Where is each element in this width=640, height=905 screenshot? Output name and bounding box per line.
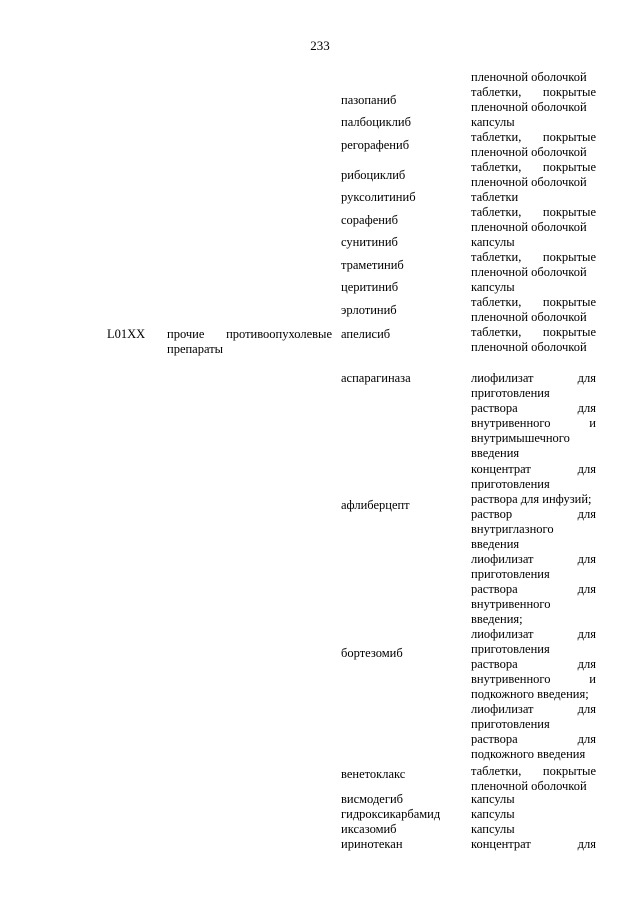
dosage-form-line: приготовления — [471, 567, 550, 581]
drug-name: палбоциклиб — [341, 115, 411, 129]
dosage-form — [471, 160, 596, 190]
dosage-form — [471, 764, 596, 794]
dosage-form-line: пленочной оболочкой — [471, 70, 587, 84]
dosage-form-line: пленочной оболочкой — [471, 220, 587, 234]
drug-name: сорафениб — [341, 213, 398, 227]
dosage-form-line: капсулы — [471, 280, 515, 294]
dosage-form-line: раствор для — [471, 507, 596, 521]
dosage-form-line: приготовления — [471, 717, 550, 731]
dosage-form-line: таблетки, покрытые — [471, 205, 596, 219]
drug-name: церитиниб — [341, 280, 399, 294]
dosage-form — [471, 552, 596, 762]
dosage-form — [471, 462, 596, 552]
drug-name: эрлотиниб — [341, 303, 397, 317]
dosage-form-line: приготовления — [471, 642, 550, 656]
dosage-form — [471, 792, 596, 807]
dosage-form — [471, 235, 596, 250]
dosage-form-line: капсулы — [471, 235, 515, 249]
dosage-form-line: пленочной оболочкой — [471, 175, 587, 189]
dosage-form-line: капсулы — [471, 807, 515, 821]
dosage-form-line: раствора для — [471, 732, 596, 746]
dosage-form-line: таблетки, покрытые — [471, 764, 596, 778]
drug-name: афлиберцепт — [341, 498, 410, 512]
dosage-form-line: внутриглазного — [471, 522, 554, 536]
dosage-form-line: капсулы — [471, 115, 515, 129]
drug-name: руксолитиниб — [341, 190, 416, 204]
dosage-form-line: таблетки, покрытые — [471, 130, 596, 144]
dosage-form — [471, 280, 596, 295]
dosage-form — [471, 85, 596, 115]
dosage-form-line: внутривенного — [471, 597, 551, 611]
dosage-form — [471, 295, 596, 325]
dosage-form — [471, 205, 596, 235]
dosage-form — [471, 325, 596, 355]
atc-group-code: L01XX — [107, 327, 146, 341]
dosage-form — [471, 371, 596, 461]
drug-name: бортезомиб — [341, 646, 403, 660]
dosage-form — [471, 115, 596, 130]
dosage-form — [471, 822, 596, 837]
dosage-form-line: капсулы — [471, 792, 515, 806]
drug-name: венетоклакс — [341, 767, 406, 781]
dosage-form-line: таблетки — [471, 190, 519, 204]
dosage-form-line: введения — [471, 446, 520, 460]
drug-name: траметиниб — [341, 258, 404, 272]
dosage-form-line: концентрат для — [471, 837, 596, 851]
drug-name: иксазомиб — [341, 822, 397, 836]
dosage-form-line: таблетки, покрытые — [471, 85, 596, 99]
dosage-form — [471, 130, 596, 160]
dosage-form-line: внутримышечного — [471, 431, 570, 445]
dosage-form — [471, 250, 596, 280]
drug-name: апелисиб — [341, 327, 391, 341]
drug-name: висмодегиб — [341, 792, 404, 806]
dosage-form-line: раствора для инфузий; — [471, 492, 592, 506]
dosage-form-line: раствора для — [471, 582, 596, 596]
dosage-form — [471, 70, 596, 85]
dosage-form-line: пленочной оболочкой — [471, 265, 587, 279]
drug-name: гидроксикарбамид — [341, 807, 441, 821]
atc-group-name-line1: прочие противоопухолевые — [167, 327, 332, 341]
dosage-form-line: таблетки, покрытые — [471, 160, 596, 174]
dosage-form-line: введения — [471, 537, 520, 551]
dosage-form — [471, 837, 596, 852]
dosage-form-line: лиофилизат для — [471, 627, 596, 641]
dosage-form-line: подкожного введения — [471, 747, 586, 761]
dosage-form-line: введения; — [471, 612, 523, 626]
dosage-form-line: внутривенного и — [471, 672, 596, 686]
dosage-form-line: подкожного введения; — [471, 687, 589, 701]
drug-name: пазопаниб — [341, 93, 397, 107]
dosage-form-line: лиофилизат для — [471, 702, 596, 716]
page-number: 233 — [310, 38, 330, 53]
drug-name: регорафениб — [341, 138, 410, 152]
drug-name: иринотекан — [341, 837, 403, 851]
dosage-form-line: раствора для — [471, 657, 596, 671]
dosage-form-line: внутривенного и — [471, 416, 596, 430]
drug-name: аспарагиназа — [341, 371, 411, 385]
dosage-form-line: пленочной оболочкой — [471, 145, 587, 159]
dosage-form-line: таблетки, покрытые — [471, 295, 596, 309]
dosage-form-line: лиофилизат для — [471, 552, 596, 566]
dosage-form-line: таблетки, покрытые — [471, 325, 596, 339]
dosage-form-line: раствора для — [471, 401, 596, 415]
dosage-form-line: пленочной оболочкой — [471, 340, 587, 354]
dosage-form — [471, 807, 596, 822]
dosage-form-line: лиофилизат для — [471, 371, 596, 385]
atc-group-name: прочие противоопухолевые препараты — [167, 327, 332, 356]
drug-name: рибоциклиб — [341, 168, 406, 182]
dosage-form-line: таблетки, покрытые — [471, 250, 596, 264]
dosage-form-line: капсулы — [471, 822, 515, 836]
dosage-form-line: пленочной оболочкой — [471, 310, 587, 324]
dosage-form-line: пленочной оболочкой — [471, 779, 587, 793]
dosage-form-line: приготовления — [471, 477, 550, 491]
drug-name: сунитиниб — [341, 235, 398, 249]
dosage-form-line: пленочной оболочкой — [471, 100, 587, 114]
dosage-form-line: концентрат для — [471, 462, 596, 476]
dosage-form — [471, 190, 596, 205]
dosage-form-line: приготовления — [471, 386, 550, 400]
